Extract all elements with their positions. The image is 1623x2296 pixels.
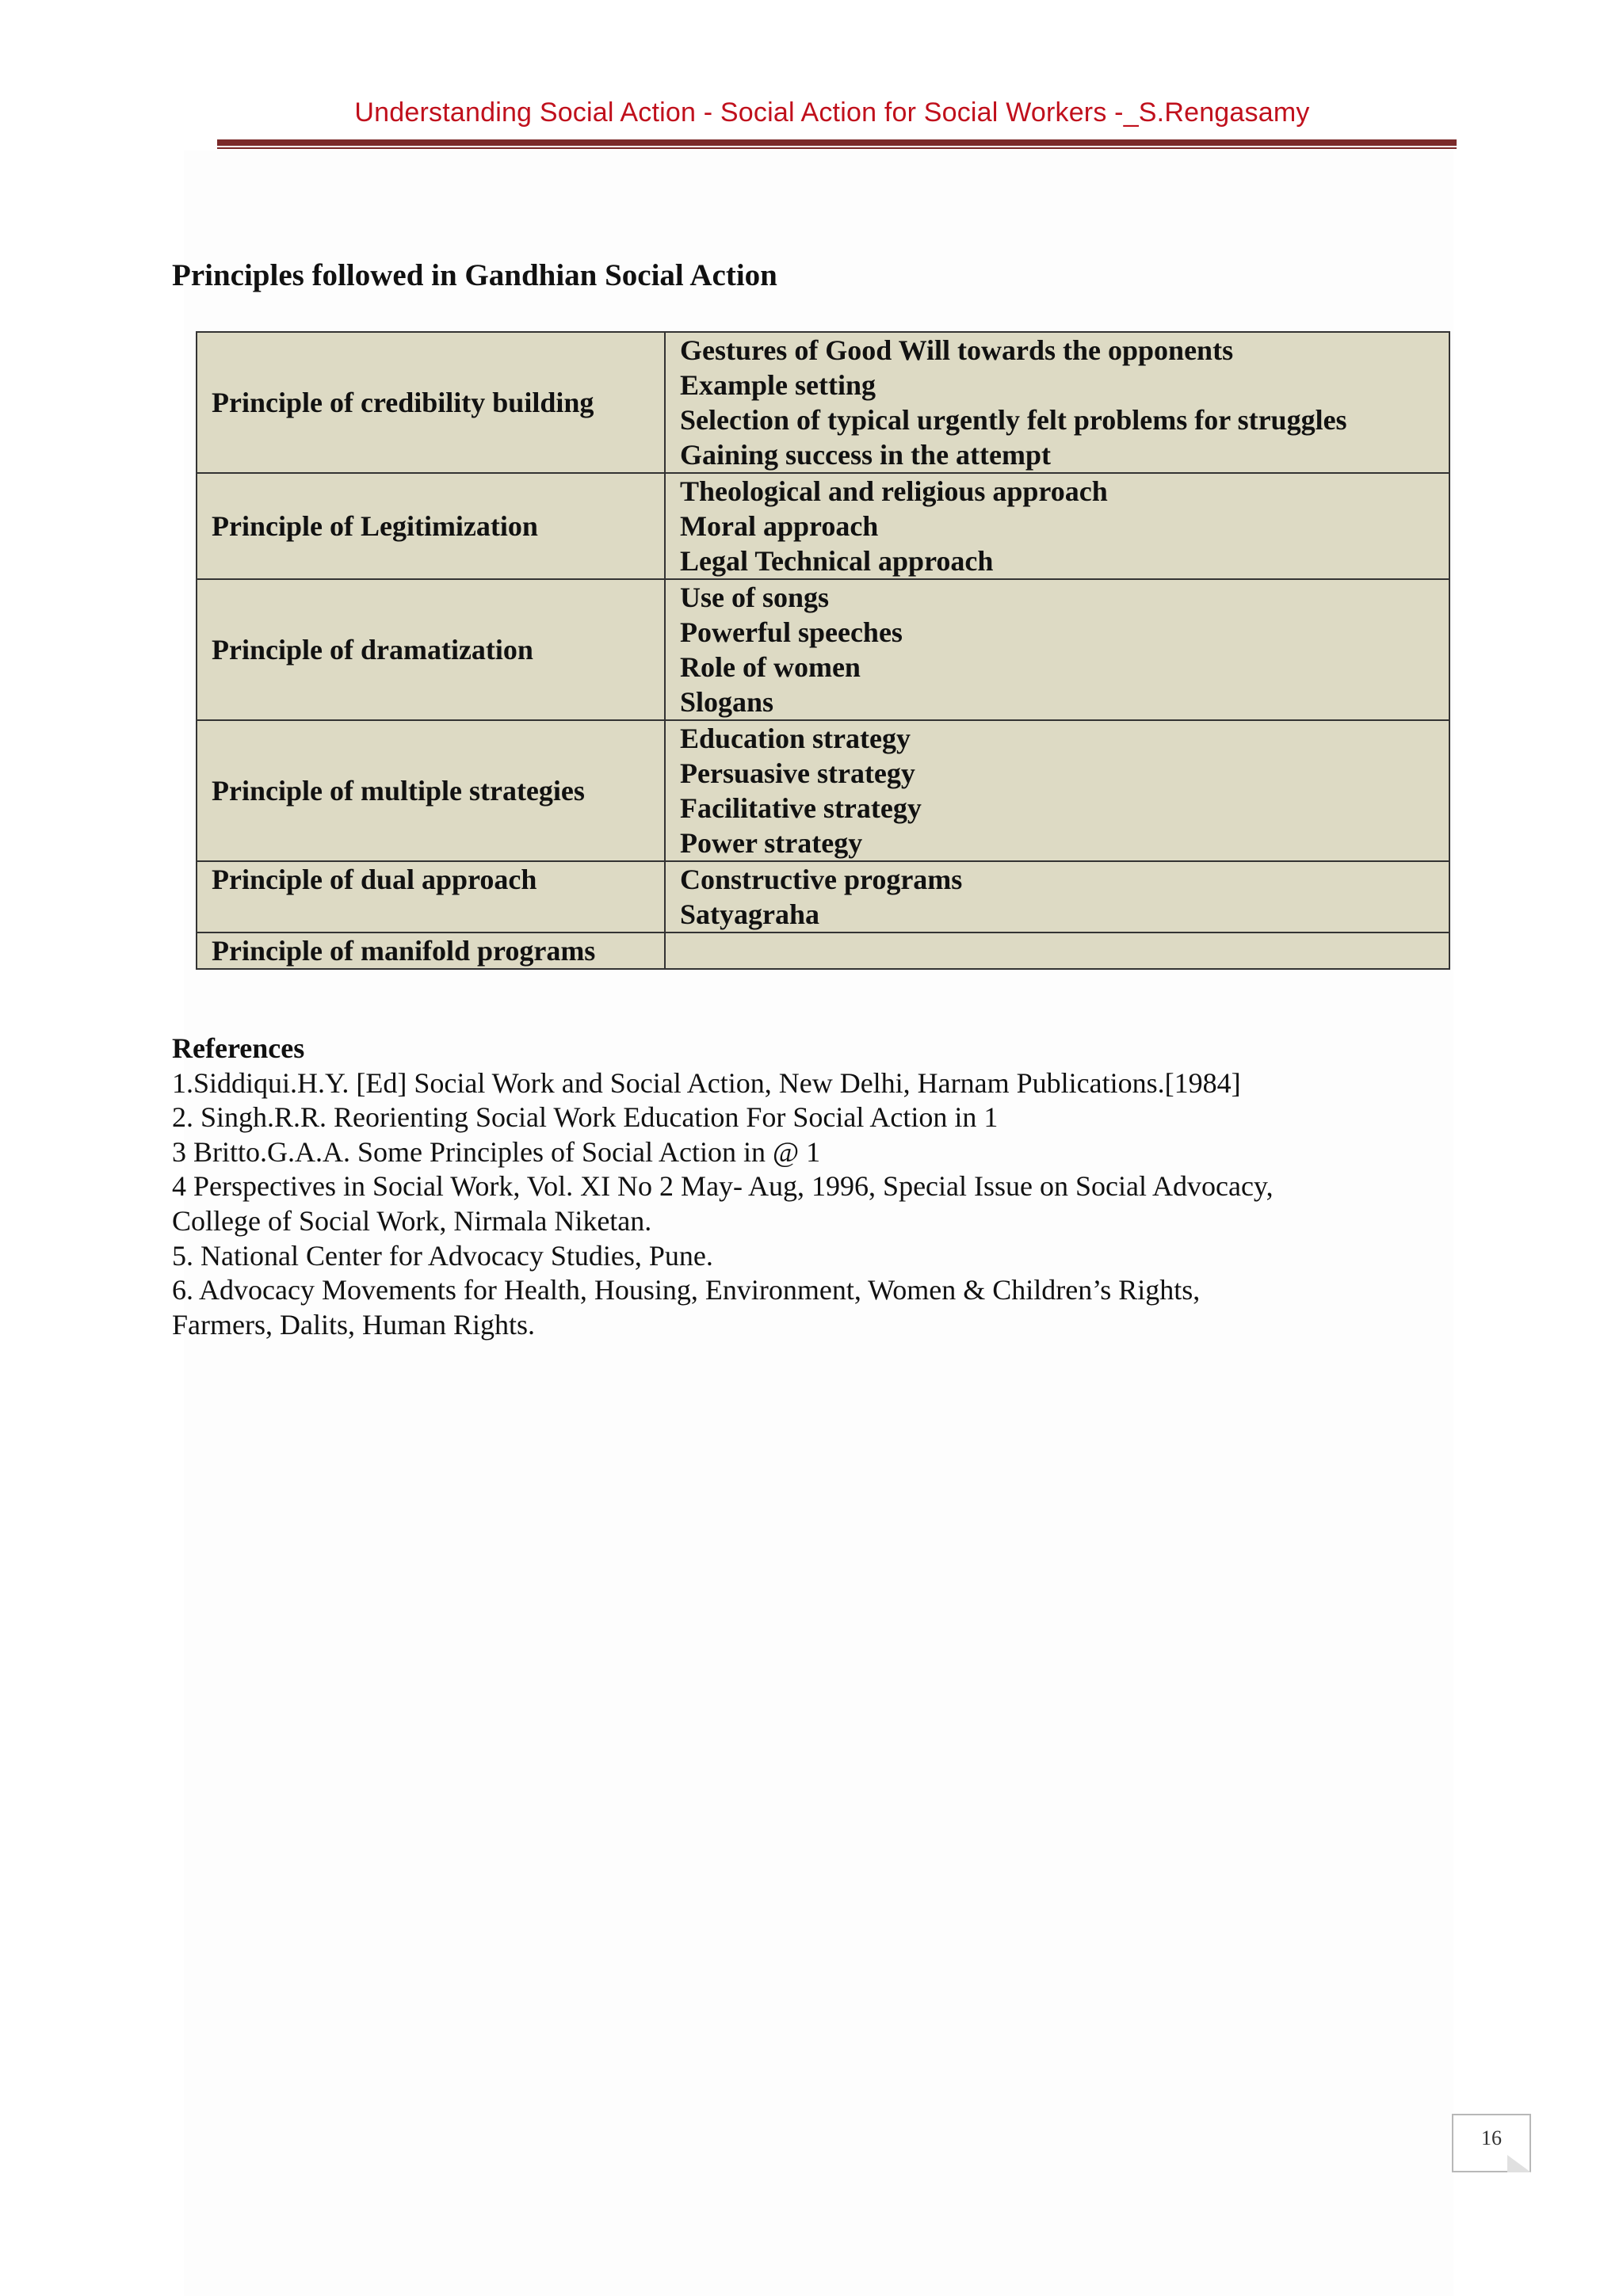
list-item: Theological and religious approach [680, 475, 1108, 507]
list-item: Legal Technical approach [680, 545, 994, 577]
principle-items-cell [665, 933, 1449, 969]
page-number: 16 [1481, 2126, 1502, 2149]
reference-line: 6. Advocacy Movements for Health, Housing, Environment, Women & Children’s Rights, [172, 1274, 1201, 1306]
list-item: Selection of typical urgently felt problems for struggles [680, 404, 1347, 436]
section-title: Principles followed in Gandhian Social Action [172, 258, 777, 292]
principle-cell: Principle of Legitimization [197, 473, 665, 579]
references-heading: References [172, 1032, 305, 1064]
principle-items-cell [665, 720, 1449, 861]
reference-line: 5. National Center for Advocacy Studies, Pune. [172, 1239, 713, 1272]
principle-cell: Principle of manifold programs [197, 933, 665, 969]
principle-cell: Principle of dual approach [197, 861, 665, 933]
list-item: Moral approach [680, 510, 879, 542]
principle-cell: Principle of credibility building [197, 332, 665, 473]
list-item: Gestures of Good Will towards the opponents [680, 334, 1234, 366]
principle-items-cell [665, 861, 1449, 933]
reference-line: College of Social Work, Nirmala Niketan. [172, 1204, 652, 1237]
list-item: Use of songs [680, 582, 830, 613]
header-rule-thin [217, 147, 1457, 149]
reference-line: 1.Siddiqui.H.Y. [Ed] Social Work and Social Action, New Delhi, Harnam Publications.[1984] [172, 1066, 1241, 1099]
table-row [197, 933, 1449, 969]
list-item: Satyagraha [680, 898, 820, 930]
page-number-box [1452, 2114, 1531, 2172]
reference-line: 2. Singh.R.R. Reorienting Social Work Education For Social Action in 1 [172, 1101, 999, 1134]
table-row [197, 473, 1449, 579]
list-item: Slogans [680, 686, 774, 718]
principle-items-cell [665, 332, 1449, 473]
principle-items-cell [665, 579, 1449, 720]
list-item: Role of women [680, 651, 861, 683]
principles-table [196, 331, 1450, 970]
table-row [197, 720, 1449, 861]
table-row [197, 861, 1449, 933]
list-item: Constructive programs [680, 864, 963, 895]
list-item: Powerful speeches [680, 616, 903, 648]
reference-line: 3 Britto.G.A.A. Some Principles of Social Action in @ 1 [172, 1135, 821, 1168]
list-item: Facilitative strategy [680, 792, 922, 824]
list-item: Persuasive strategy [680, 757, 915, 789]
running-header: Understanding Social Action - Social Action for Social Workers -_S.Rengasamy [354, 97, 1310, 128]
table-row [197, 332, 1449, 473]
references-section [172, 1032, 1274, 1342]
header-rule-thick [217, 139, 1457, 146]
principle-cell: Principle of dramatization [197, 579, 665, 720]
principle-items-cell [665, 473, 1449, 579]
list-item: Gaining success in the attempt [680, 439, 1051, 471]
reference-line: 4 Perspectives in Social Work, Vol. XI No 2 May- Aug, 1996, Special Issue on Social Advocacy, [172, 1170, 1274, 1203]
list-item: Education strategy [680, 723, 911, 754]
page-fold-corner [1507, 2155, 1531, 2172]
table-row [197, 579, 1449, 720]
list-item: Example setting [680, 369, 876, 401]
reference-line: Farmers, Dalits, Human Rights. [172, 1308, 535, 1341]
principle-cell: Principle of multiple strategies [197, 720, 665, 861]
list-item: Power strategy [680, 827, 863, 859]
